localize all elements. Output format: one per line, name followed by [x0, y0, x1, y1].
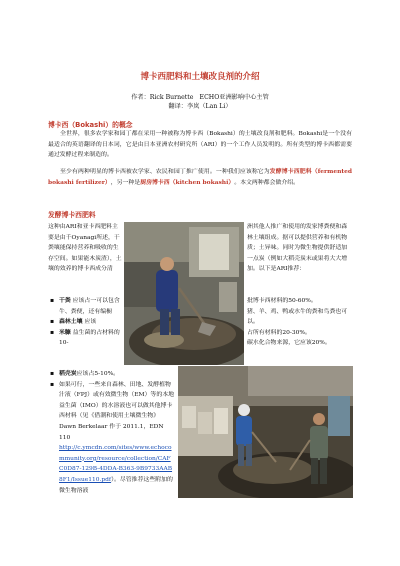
detail-line: 批博卡西材料的50-60%。 [247, 298, 317, 304]
right-column-details [247, 296, 353, 349]
left-column-list [50, 296, 124, 349]
list-item: ▪ 稻壳炭应该占5-10%。 [50, 369, 175, 380]
types-paragraph [48, 167, 352, 188]
detail-line: 占所有材料的20-30%。 [247, 329, 311, 336]
bottom-list [50, 369, 175, 496]
section-heading-fermented: 发酵博卡西肥料 [48, 211, 96, 219]
detail-line: 猪、羊、鸡、鸭或水牛的粪和鸟粪也可以。 [247, 308, 348, 326]
right-column-intro: 洲其他人推广和使用的发家博粪便和森林土壤组成。据可以提供营养和有机物质；土异味。同时为微生物提供舒适加一点炭（例如大稻壳炭末或果将大大增加。以下是ARI推荐： [247, 224, 348, 273]
intro-paragraph: 全世界，很多农学家和园丁都在采用一种被称为博卡西（Bokashi）的土壤改良剂和肥料。Bokashi是一个没有最适合的英语翻译的日本词，它是由日本亚洲农村研究所（ARI）的一个工作人员发明的。所有类型的博卡西都需要通过发酵过程来制造的。 [48, 131, 352, 159]
translator-line: 翻译：李岚（Lan Li） [168, 103, 232, 110]
detail-line: 碳水化合物来源，它应该20%。 [247, 340, 331, 347]
left-column-intro: 这种由ARI和亚卡西肥料主要是由千Oyanagi所述，干粪壤能保持营养和吸收的生存空间。如果能木炭渣），土壤的效养的博卡西成分清 [48, 224, 122, 273]
types-text-3: 。本文两种都会做介绍。 [234, 179, 300, 186]
echo-issue-link[interactable]: http://c.ymcdn.com/sites/www.echocommunity.org/resource/collection/CAFC0D87-129B-4DDA-B363-9B9733AAB8F1/Issue110.pdf [59, 445, 173, 483]
list-item: ▪ 如果可行，一些来自森林、田地、发酵植物汁液（FPJ）或有效微生物（EM）等的本地益生菌（IMO）的水溶液也可以做其他博卡西材料（见《借潮和使用土壤微生物》Dawn Berkelaar 作于 2011.1，EDN 110 http://c.ymcdn.com/sites/www.echocommunity.org/resource/collection/CAFC0D87-129B-4DDA-B363-9B9733AAB8F1/Issue110.pdf）。尽管推荐这些附加的微生物溶液 [50, 380, 175, 497]
photo-bokashi-pile-image [124, 222, 244, 365]
list-item: ▪ 森林土壤 应该 [50, 317, 124, 328]
list-item: ▪ 米糠 益生菌的占材料的10- [50, 328, 124, 349]
document-title: 博卡西肥料和土壤改良剂的介绍 [140, 72, 260, 82]
photo-bokashi-workers-image [178, 366, 353, 498]
list-item: ▪ 干粪 应该占一可以包含牛、粪便，还有编橱 [50, 296, 124, 317]
fermented-bokashi-term: 发酵博卡西肥料（fermented bokashi fertilizer） [48, 168, 352, 186]
types-text-1: 至少有两种明显的博卡西被农学家、农民和园丁推广使用。一种我们应该称它为 [60, 169, 270, 175]
author-line: 作者：Rick Burnette ECHO亚洲影响中心主管 [131, 94, 269, 101]
section-heading-concept: 博卡西（Bokashi）的概念 [48, 121, 133, 129]
photo-bokashi-pile [124, 222, 244, 365]
photo-bokashi-workers [178, 366, 353, 498]
types-text-2: ，另一种是 [110, 179, 141, 186]
kitchen-bokashi-term: 厨房博卡西（kitchen bokashi） [140, 178, 235, 186]
